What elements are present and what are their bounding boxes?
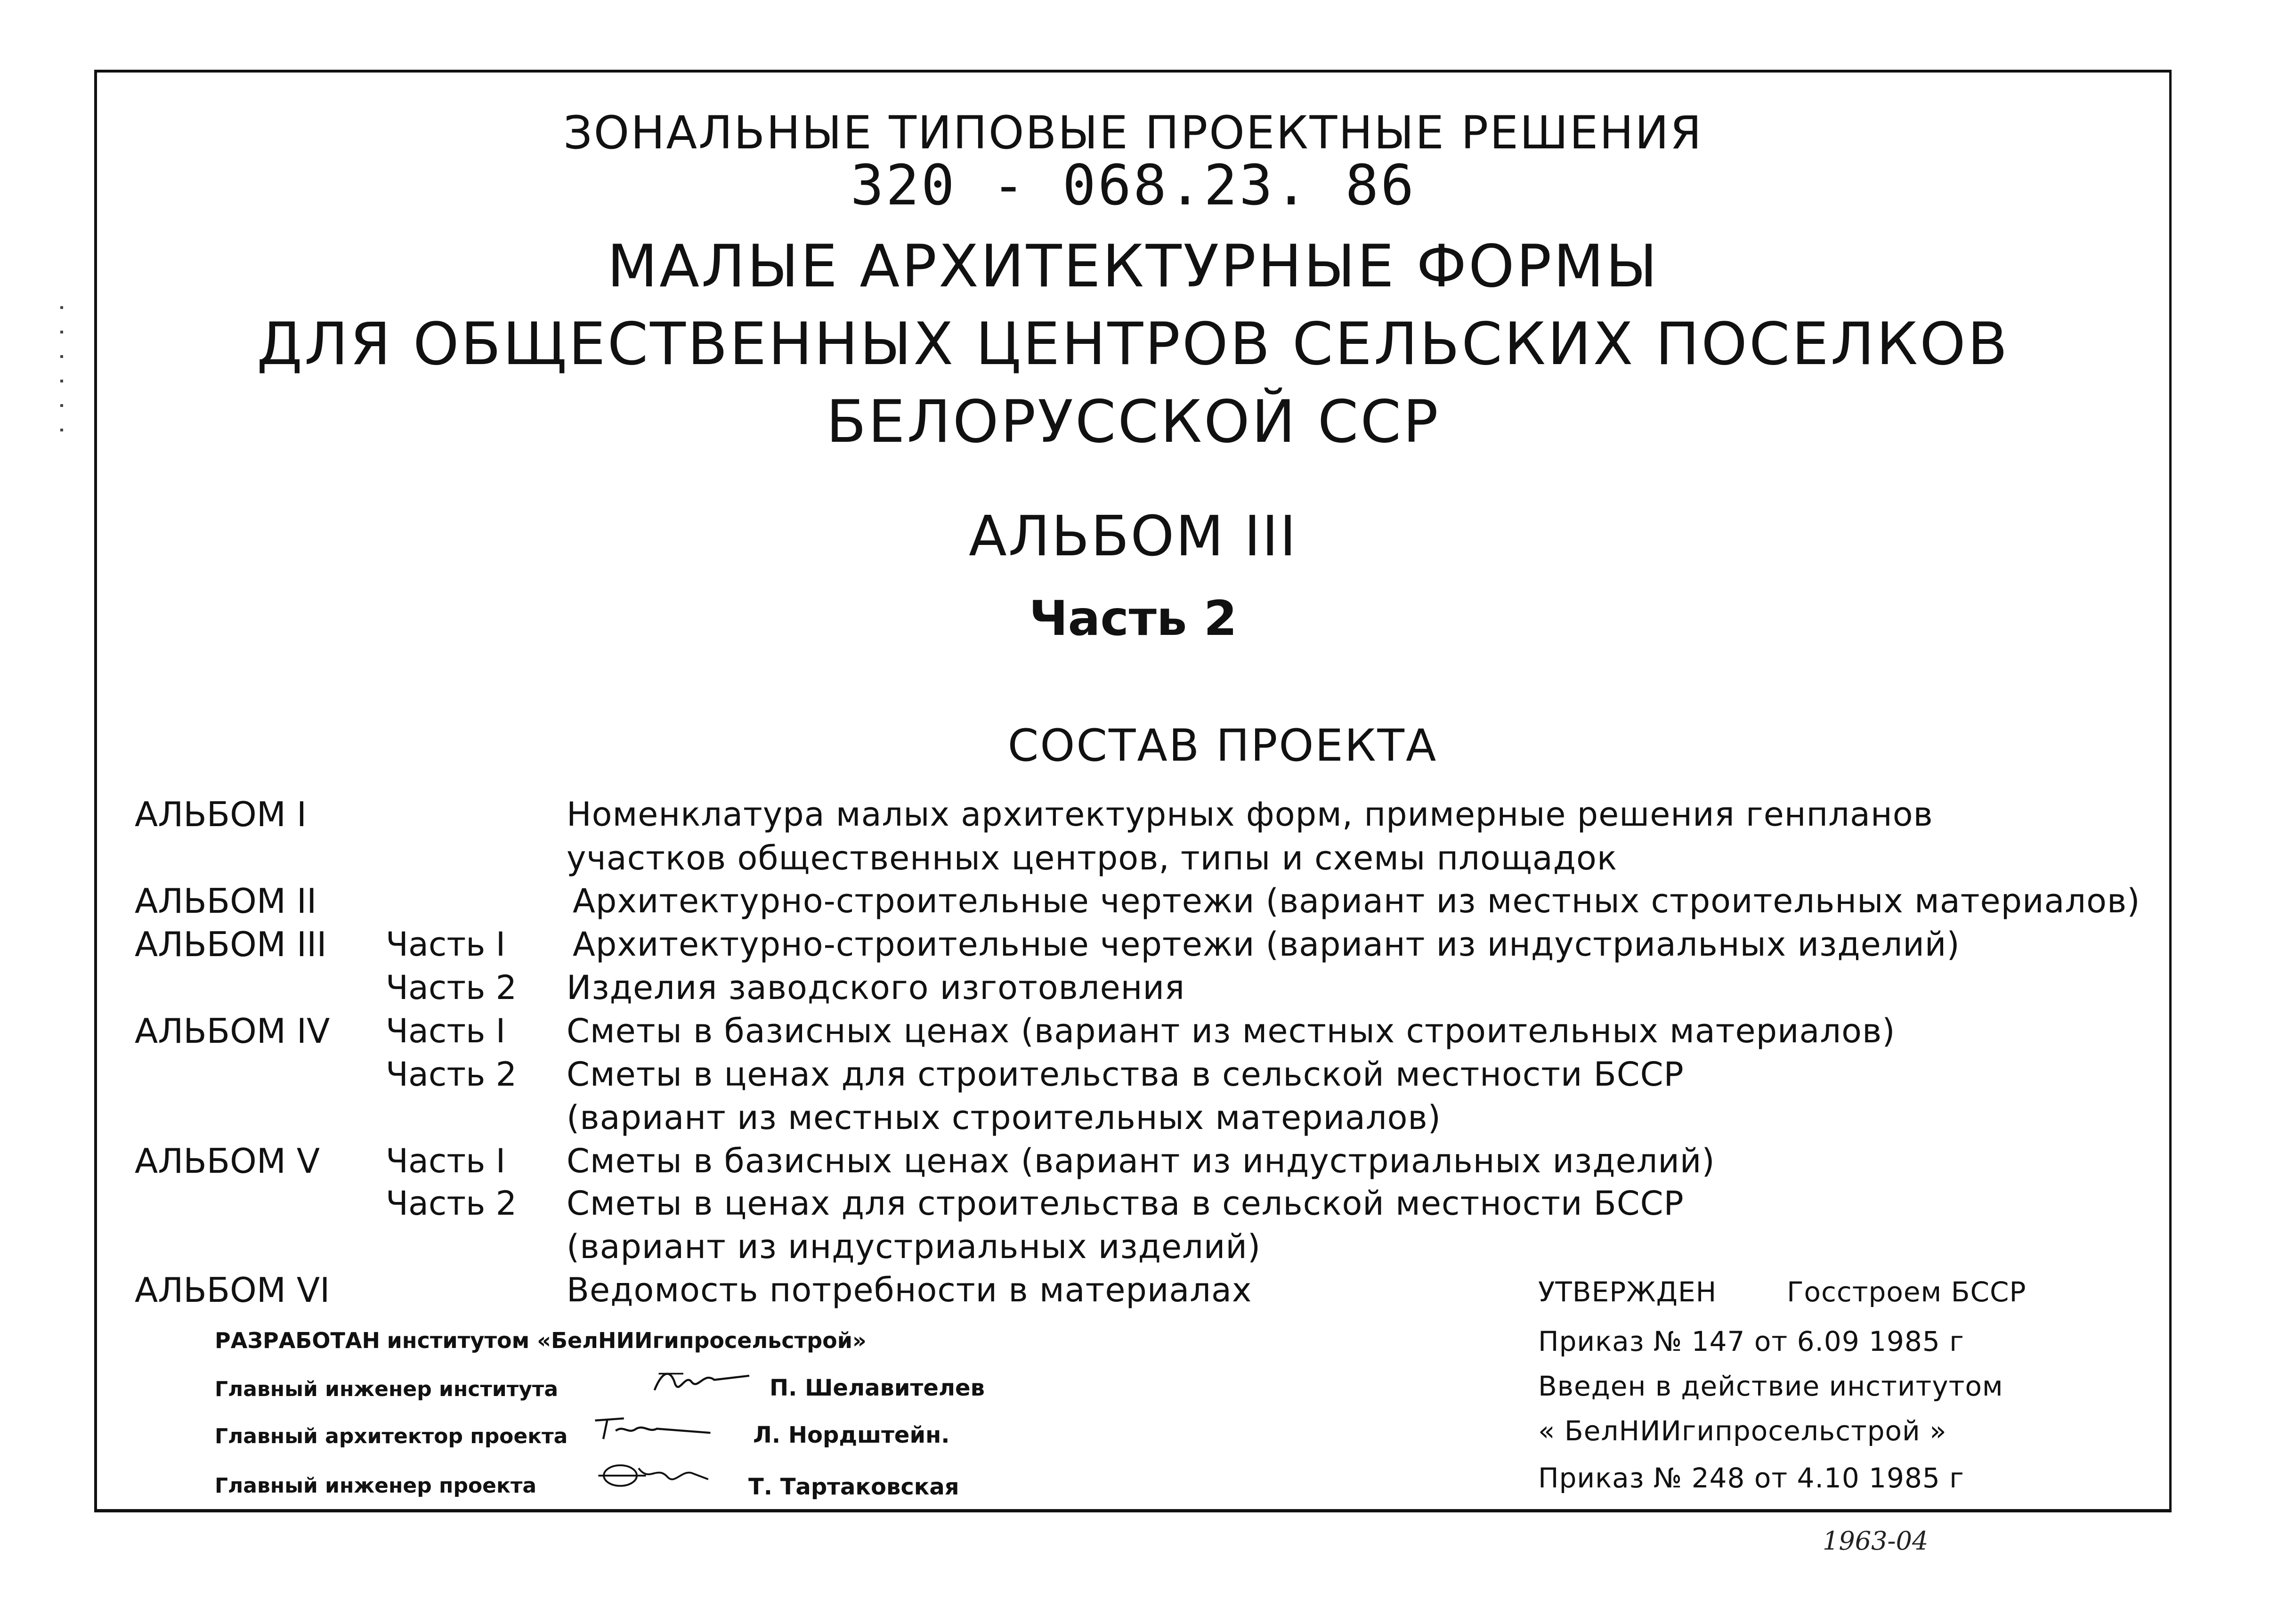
signature-2	[577, 1410, 728, 1443]
series-title: ЗОНАЛЬНЫЕ ТИПОВЫЕ ПРОЕКТНЫЕ РЕШЕНИЯ	[563, 106, 1703, 159]
signature-1	[639, 1365, 761, 1398]
row-album: АЛЬБОМ IV	[135, 1011, 330, 1051]
row-desc: Ведомость потребности в материалах	[567, 1271, 1252, 1309]
binding-marks	[60, 306, 63, 457]
project-code: 320 - 068.23. 86	[850, 153, 1416, 218]
title-sheet-frame	[94, 70, 2172, 1512]
sheet-number: 1963-04	[1823, 1526, 1929, 1556]
order-1: Приказ № 147 от 6.09 1985 г	[1538, 1325, 1964, 1357]
row-album: АЛЬБОМ V	[135, 1141, 320, 1181]
signer-name: Т. Тартаковская	[748, 1474, 959, 1500]
row-album: АЛЬБОМ II	[135, 881, 317, 921]
developed-label: РАЗРАБОТАН	[215, 1328, 380, 1353]
row-part: Часть I	[386, 1142, 506, 1180]
row-desc: участков общественных центров, типы и схемы площадок	[567, 839, 1618, 877]
approved-label: УТВЕРЖДЕН	[1538, 1276, 1717, 1308]
title-line-1: МАЛЫЕ АРХИТЕКТУРНЫЕ ФОРМЫ	[607, 233, 1659, 300]
signer-name: П. Шелавителев	[770, 1375, 985, 1401]
row-album: АЛЬБОМ III	[135, 925, 327, 964]
row-desc: Архитектурно-строительные чертежи (вариант из местных строительных материалов)	[573, 882, 2140, 920]
row-album: АЛЬБОМ I	[135, 795, 307, 834]
signer-name: Л. Нордштейн.	[753, 1422, 950, 1448]
composition-heading: СОСТАВ ПРОЕКТА	[1007, 720, 1438, 771]
signer-role: Главный инженер института	[215, 1377, 559, 1401]
part-number: Часть 2	[1029, 591, 1237, 647]
row-desc: (вариант из местных строительных материалов)	[567, 1098, 1441, 1137]
developer-line	[215, 1328, 867, 1353]
row-part: Часть 2	[386, 1184, 517, 1223]
row-desc: Сметы в ценах для строительства в сельской местности БССР	[567, 1184, 1684, 1223]
row-desc: Архитектурно-строительные чертежи (вариант из индустриальных изделий)	[573, 925, 1960, 964]
row-desc: (вариант из индустриальных изделий)	[567, 1227, 1261, 1266]
signer-role: Главный архитектор проекта	[215, 1424, 568, 1448]
title-line-3: БЕЛОРУССКОЙ ССР	[826, 388, 1440, 456]
title-line-2: ДЛЯ ОБЩЕСТВЕННЫХ ЦЕНТРОВ СЕЛЬСКИХ ПОСЕЛКОВ	[257, 310, 2010, 378]
approved-line	[1538, 1276, 2026, 1308]
approved-by: Госстроем БССР	[1787, 1276, 2027, 1308]
row-album: АЛЬБОМ VI	[135, 1270, 330, 1310]
order-2: Приказ № 248 от 4.10 1985 г	[1538, 1462, 1964, 1494]
row-part: Часть I	[386, 925, 506, 964]
row-desc: Сметы в базисных ценах (вариант из местных строительных материалов)	[567, 1012, 1896, 1050]
introduced-line: Введен в действие институтом	[1538, 1370, 2003, 1402]
row-part: Часть 2	[386, 1055, 517, 1094]
row-desc: Номенклатура малых архитектурных форм, примерные решения генпланов	[567, 795, 1933, 834]
row-desc: Сметы в ценах для строительства в сельской местности БССР	[567, 1055, 1684, 1094]
row-part: Часть 2	[386, 968, 517, 1007]
album-number: АЛЬБОМ III	[969, 503, 1297, 568]
developed-by: институтом «БелНИИгипросельстрой»	[387, 1328, 867, 1353]
institute-name: « БелНИИгипросельстрой »	[1538, 1415, 1947, 1447]
signer-role: Главный инженер проекта	[215, 1474, 537, 1498]
row-desc: Изделия заводского изготовления	[567, 968, 1185, 1007]
row-desc: Сметы в базисных ценах (вариант из индустриальных изделий)	[567, 1142, 1715, 1180]
signature-3	[577, 1457, 733, 1490]
row-part: Часть I	[386, 1012, 506, 1050]
